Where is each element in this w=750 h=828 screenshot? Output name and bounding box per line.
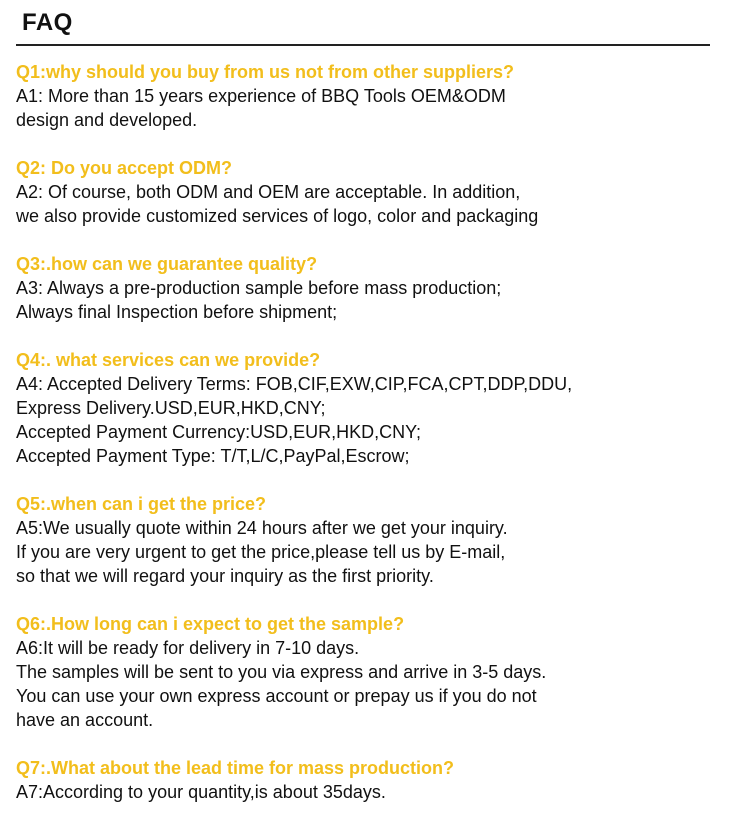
- faq-question: Q3:.how can we guarantee quality?: [16, 254, 318, 274]
- faq-answer-line: design and developed.: [16, 110, 198, 130]
- faq-question: Q5:.when can i get the price?: [16, 494, 267, 514]
- faq-answer-line: A7:According to your quantity,is about 35days.: [16, 782, 386, 802]
- faq-answer-line: If you are very urgent to get the price,please tell us by E-mail,: [16, 542, 506, 562]
- faq-answer-line: A1: More than 15 years experience of BBQ Tools OEM&ODM: [16, 86, 506, 106]
- faq-item-q4: [16, 348, 736, 468]
- faq-item-q6: [16, 612, 736, 732]
- faq-answer-line: A3: Always a pre-production sample before mass production;: [16, 278, 502, 298]
- faq-answer-line: The samples will be sent to you via express and arrive in 3-5 days.: [16, 662, 547, 682]
- faq-answer-line: A2: Of course, both ODM and OEM are acceptable. In addition,: [16, 182, 521, 202]
- faq-answer-line: Accepted Payment Type: T/T,L/C,PayPal,Escrow;: [16, 446, 410, 466]
- faq-item-q2: [16, 156, 736, 228]
- faq-answer-line: A4: Accepted Delivery Terms: FOB,CIF,EXW,CIP,FCA,CPT,DDP,DDU,: [16, 374, 573, 394]
- faq-question: Q7:.What about the lead time for mass production?: [16, 758, 455, 778]
- faq-item-q5: [16, 492, 736, 588]
- faq-list: [16, 60, 736, 828]
- faq-item-q1: [16, 60, 736, 132]
- faq-answer-line: Express Delivery.USD,EUR,HKD,CNY;: [16, 398, 326, 418]
- faq-question: Q2: Do you accept ODM?: [16, 158, 233, 178]
- faq-answer-line: we also provide customized services of logo, color and packaging: [16, 206, 539, 226]
- page-title: FAQ: [22, 9, 73, 36]
- faq-answer-line: Accepted Payment Currency:USD,EUR,HKD,CNY;: [16, 422, 421, 442]
- faq-item-q3: [16, 252, 736, 324]
- title-divider: [16, 44, 710, 46]
- faq-item-q7: [16, 756, 736, 804]
- faq-question: Q4:. what services can we provide?: [16, 350, 321, 370]
- faq-answer-line: A6:It will be ready for delivery in 7-10 days.: [16, 638, 360, 658]
- faq-answer-line: You can use your own express account or prepay us if you do not: [16, 686, 537, 706]
- faq-answer-line: A5:We usually quote within 24 hours after we get your inquiry.: [16, 518, 508, 538]
- faq-answer-line: so that we will regard your inquiry as the first priority.: [16, 566, 434, 586]
- faq-answer-line: have an account.: [16, 710, 154, 730]
- faq-question: Q6:.How long can i expect to get the sample?: [16, 614, 405, 634]
- faq-question: Q1:why should you buy from us not from other suppliers?: [16, 62, 515, 82]
- faq-answer-line: Always final Inspection before shipment;: [16, 302, 338, 322]
